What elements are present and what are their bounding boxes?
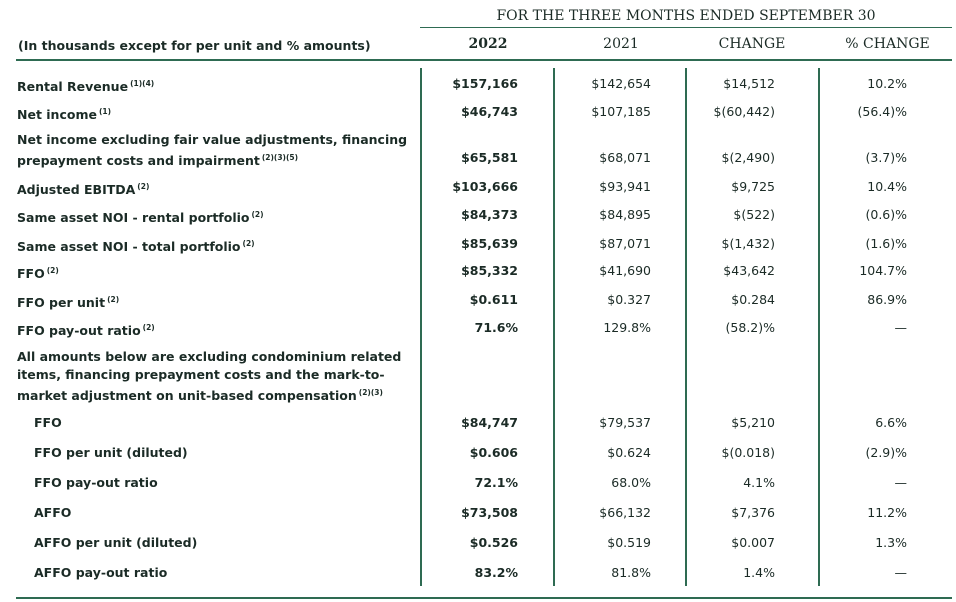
cell-pct-change: 6.6%	[875, 415, 907, 430]
cell-change: $43,642	[723, 263, 775, 278]
cell-change: $5,210	[731, 415, 775, 430]
column-header-change: CHANGE	[718, 36, 786, 52]
cell-pct-change: 10.4%	[867, 179, 907, 194]
cell-pct-change: 10.2%	[867, 76, 907, 91]
cell-pct-change: (3.7)%	[865, 150, 907, 165]
cell-2022: $85,332	[461, 263, 518, 278]
cell-change: $14,512	[723, 76, 775, 91]
cell-2021: $142,654	[591, 76, 651, 91]
cell-2021: $79,537	[599, 415, 651, 430]
row-label: Same asset NOI - total portfolio $^{(2)}$	[17, 239, 255, 254]
cell-2021: $41,690	[599, 263, 651, 278]
column-header-2022: 2022	[468, 36, 508, 52]
units-note: (In thousands except for per unit and % amounts)	[18, 38, 371, 53]
row-label: FFO per unit $^{(2)}$	[17, 295, 120, 310]
cell-2021: $0.519	[607, 535, 651, 550]
cell-2022: $0.606	[469, 445, 518, 460]
row-label: Net income excluding fair value adjustments, financing prepayment costs and impairment $^{(2)(3)(5)}$	[17, 132, 408, 168]
cell-change: $0.007	[731, 535, 775, 550]
cell-2022: $46,743	[461, 104, 518, 119]
cell-pct-change: —	[894, 565, 907, 580]
cell-2022: $0.526	[469, 535, 518, 550]
row-label: FFO pay-out ratio $^{(2)}$	[17, 323, 155, 338]
cell-2022: 83.2%	[474, 565, 518, 580]
cell-2022: $157,166	[452, 76, 518, 91]
header-rule-top	[420, 27, 952, 28]
header-rule	[16, 59, 952, 61]
cell-pct-change: (0.6)%	[865, 207, 907, 222]
cell-change: $(1,432)	[721, 236, 775, 251]
row-label: Same asset NOI - rental portfolio $^{(2)}$	[17, 210, 264, 225]
cell-2021: $0.327	[607, 292, 651, 307]
cell-2022: $73,508	[461, 505, 518, 520]
row-label: FFO $^{(2)}$	[17, 266, 59, 281]
row-label: FFO per unit (diluted)	[34, 445, 188, 460]
cell-2021: $93,941	[599, 179, 651, 194]
cell-change: $(0.018)	[721, 445, 775, 460]
cell-2021: 129.8%	[603, 320, 651, 335]
cell-pct-change: 1.3%	[875, 535, 907, 550]
cell-change: $(2,490)	[721, 150, 775, 165]
row-label: Net income $^{(1)}$	[17, 107, 112, 122]
row-label: AFFO	[34, 505, 72, 520]
cell-2021: 81.8%	[611, 565, 651, 580]
cell-change: $(522)	[733, 207, 775, 222]
cell-2022: $84,373	[461, 207, 518, 222]
cell-2021: $68,071	[599, 150, 651, 165]
cell-pct-change: —	[894, 320, 907, 335]
cell-2022: $0.611	[469, 292, 518, 307]
row-label: Adjusted EBITDA $^{(2)}$	[17, 182, 150, 197]
cell-2022: 71.6%	[474, 320, 518, 335]
cell-change: $7,376	[731, 505, 775, 520]
cell-pct-change: 11.2%	[867, 505, 907, 520]
column-header-pct-change: % CHANGE	[845, 36, 930, 52]
row-label: AFFO per unit (diluted)	[34, 535, 198, 550]
cell-pct-change: 104.7%	[859, 263, 907, 278]
cell-2021: 68.0%	[611, 475, 651, 490]
cell-2022: 72.1%	[474, 475, 518, 490]
row-label: Rental Revenue $^{(1)(4)}$	[17, 79, 155, 94]
row-label: FFO	[34, 415, 62, 430]
period-title: FOR THE THREE MONTHS ENDED SEPTEMBER 30	[496, 8, 876, 24]
cell-2022: $103,666	[452, 179, 518, 194]
cell-2021: $84,895	[599, 207, 651, 222]
cell-2021: $66,132	[599, 505, 651, 520]
cell-2022: $84,747	[461, 415, 518, 430]
cell-2021: $0.624	[607, 445, 651, 460]
cell-2021: $87,071	[599, 236, 651, 251]
cell-pct-change: 86.9%	[867, 292, 907, 307]
cell-change: $9,725	[731, 179, 775, 194]
table-bottom-rule	[16, 597, 952, 599]
cell-change: $(60,442)	[713, 104, 775, 119]
cell-pct-change: (1.6)%	[865, 236, 907, 251]
cell-change: 1.4%	[743, 565, 775, 580]
cell-change: $0.284	[731, 292, 775, 307]
column-header-2021: 2021	[603, 36, 639, 52]
cell-pct-change: —	[894, 475, 907, 490]
cell-2022: $85,639	[461, 236, 518, 251]
cell-pct-change: (2.9)%	[865, 445, 907, 460]
row-label: FFO pay-out ratio	[34, 475, 158, 490]
cell-change: 4.1%	[743, 475, 775, 490]
cell-pct-change: (56.4)%	[857, 104, 907, 119]
cell-change: (58.2)%	[725, 320, 775, 335]
cell-2021: $107,185	[591, 104, 651, 119]
row-label: AFFO pay-out ratio	[34, 565, 168, 580]
cell-2022: $65,581	[461, 150, 518, 165]
